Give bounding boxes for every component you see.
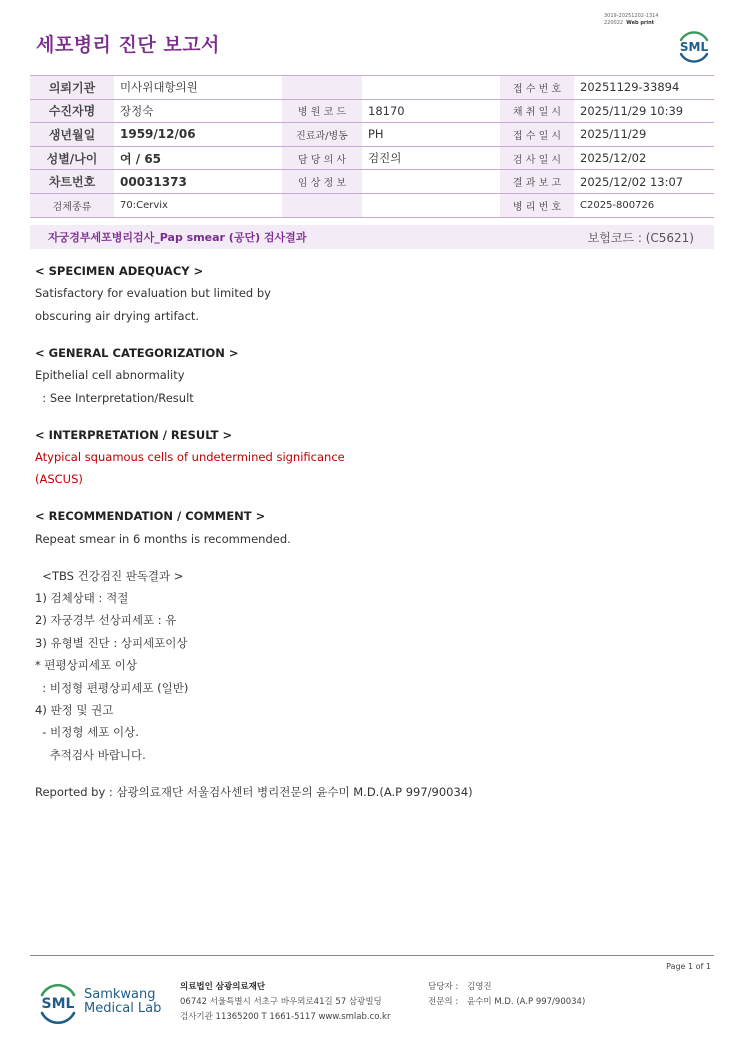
label-chart-number: 차트번호 [30,170,114,194]
general-categorization-text: Epithelial cell abnormality [35,368,185,383]
footer-divider [30,955,714,956]
specialist-row [428,995,585,1010]
print-code-line2: 220022 Web print [604,20,655,26]
value-receipt-number: 20251129-33894 [574,76,714,100]
tbs-line: 1) 검체상태 : 적절 [35,591,129,606]
brand-name [84,988,161,1016]
tbs-heading: <TBS 건강검진 판독결과 > [35,568,184,583]
test-name: 자궁경부세포병리검사_Pap smear (공단) 검사결과 [48,231,307,244]
print-code-line1: 3019-20251202-1314 [604,13,659,19]
info-row-2 [30,99,714,123]
test-title-bar [30,225,714,249]
label-empty [282,193,362,217]
organization-name: 의료법인 삼광의료재단 [180,982,266,992]
label-physician: 담 당 의 사 [282,146,362,170]
tbs-line: 2) 자궁경부 선상피세포 : 유 [35,613,177,628]
sml-logo-text: SML [679,40,709,54]
tbs-line: 추적검사 바랍니다. [35,747,146,762]
insurance-code: 보험코드 : (C5621) [587,230,694,245]
staff-label: 담당자 : [428,982,459,992]
value-specimen-type: 70:Cervix [114,193,282,217]
document-title: 세포병리 진단 보고서 [36,34,220,56]
value-report-date: 2025/12/02 13:07 [574,170,714,194]
value-test-date: 2025/12/02 [574,146,714,170]
organization-address: 06742 서울특별시 서초구 바우뫼로41길 57 삼광빌딩 [180,997,382,1007]
label-hospital-code: 병 원 코 드 [282,99,362,123]
label-pathology-number: 병 리 번 호 [500,193,574,217]
tbs-line: 4) 판정 및 권고 [35,703,114,718]
label-department: 진료과/병동 [282,123,362,147]
print-code [604,13,659,27]
tbs-line: 3) 유형별 진단 : 상피세포이상 [35,635,188,650]
info-row-4 [30,146,714,170]
interpretation-result: Atypical squamous cells of undetermined significance [35,449,345,464]
label-clinical-info: 임 상 정 보 [282,170,362,194]
value-empty [362,193,500,217]
brand-line2: Medical Lab [84,1001,162,1016]
specialist-label: 전문의 : [428,997,459,1007]
label-requesting-clinic: 의뢰기관 [30,76,114,100]
recommendation-text: Repeat smear in 6 months is recommended. [35,531,291,546]
value-receipt-date: 2025/11/29 [574,123,714,147]
reported-by: Reported by : 삼광의료재단 서울검사센터 병리전문의 윤수미 M.D.(A.P 997/90034) [35,784,473,799]
brand-line1: Samkwang [84,987,156,1002]
label-birth-date: 생년월일 [30,123,114,147]
organization-info [180,980,390,1025]
recommendation-heading: < RECOMMENDATION / COMMENT > [35,509,266,524]
label-sex-age: 성별/나이 [30,146,114,170]
sml-footer-logo-text: SML [41,996,75,1012]
value-collection-date: 2025/11/29 10:39 [574,99,714,123]
tbs-line: : 비정형 편평상피세포 (일반) [35,680,189,695]
value-empty [362,76,500,100]
sml-logo-icon [675,26,713,64]
staff-info [428,980,585,1010]
tbs-line: - 비정형 세포 이상. [35,725,139,740]
value-birth-date: 1959/12/06 [114,123,282,147]
interpretation-heading: < INTERPRETATION / RESULT > [35,427,233,442]
sml-footer-logo-icon [36,979,80,1025]
info-row-1 [30,76,714,100]
specimen-adequacy-heading: < SPECIMEN ADEQUACY > [35,264,204,278]
label-receipt-number: 접 수 번 호 [500,76,574,100]
tbs-line: * 편평상피세포 이상 [35,658,137,673]
report-body [35,260,695,803]
label-test-date: 검 사 일 시 [500,146,574,170]
value-chart-number: 00031373 [114,170,282,194]
label-collection-date: 채 취 일 시 [500,99,574,123]
general-categorization-text: : See Interpretation/Result [35,390,194,405]
value-physician: 검진의 [362,146,500,170]
patient-info-table [30,75,714,218]
label-receipt-date: 접 수 일 시 [500,123,574,147]
general-categorization-heading: < GENERAL CATEGORIZATION > [35,345,239,360]
value-hospital-code: 18170 [362,99,500,123]
value-pathology-number: C2025-800726 [574,193,714,217]
info-row-6 [30,193,714,217]
label-specimen-type: 검체종류 [30,193,114,217]
value-clinical-info [362,170,500,194]
interpretation-result: (ASCUS) [35,472,83,487]
label-report-date: 결 과 보 고 [500,170,574,194]
value-department: PH [362,123,500,147]
specialist-value: 윤수미 M.D. (A.P 997/90034) [467,997,586,1007]
page-number: Page 1 of 1 [666,962,711,971]
value-requesting-clinic: 미사위대항의원 [114,76,282,100]
staff-row [428,980,585,995]
value-sex-age: 여 / 65 [114,146,282,170]
label-patient-name: 수진자명 [30,99,114,123]
specimen-adequacy-text: obscuring air drying artifact. [35,308,200,323]
specimen-adequacy-text: Satisfactory for evaluation but limited by [35,286,271,301]
staff-value: 김영진 [467,982,492,992]
label-empty [282,76,362,100]
info-row-3 [30,123,714,147]
info-row-5 [30,170,714,194]
organization-contact: 검사기관 11365200 T 1661-5117 www.smlab.co.kr [180,1012,391,1022]
value-patient-name: 장정숙 [114,99,282,123]
